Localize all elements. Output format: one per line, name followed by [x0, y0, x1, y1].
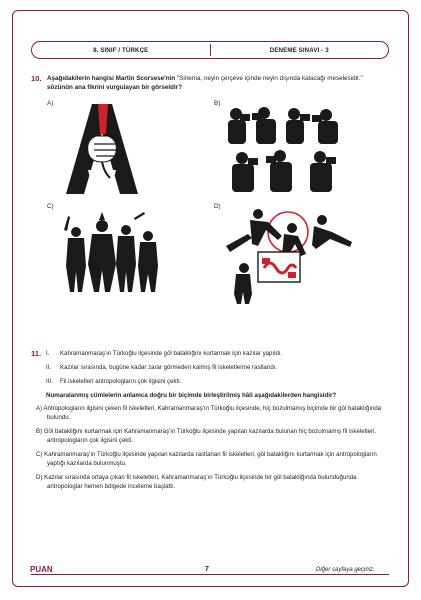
statement-2-numeral: II. [46, 364, 52, 371]
header-subject: 8. SINIF / TÜRKÇE [93, 46, 149, 54]
answer-c-text: Kahramanmaraş'ın Türkoğlu ilçesinde yapılan kazılarda rastlanan fil iskeletleri, göl batakliğını kurtarmak için antropologların yaptığı kazılarda bulunmuştu. [44, 451, 377, 468]
option-c-image [62, 210, 162, 295]
question-10-bold-1: Aşağıdakilerin hangisi Martin Scorsese'nin [47, 75, 176, 82]
question-10-option-a-label: A) [47, 100, 54, 107]
exam-header [31, 41, 389, 59]
option-b-image [222, 104, 352, 194]
answer-c[interactable] [36, 450, 388, 468]
score-label: PUAN [30, 565, 53, 574]
question-10-number: 10. [31, 74, 42, 83]
answer-a-text: Antropologların ilgisini çeken fil iskeletleri, Kahramanmaraş'ın Türkoğlu ilçesinde, hiç bozulmamış biçimde bir göl bataklığında bulundu. [43, 405, 382, 422]
header-exam-title: DENEME SINAVI - 3 [269, 46, 329, 54]
answer-b[interactable] [36, 427, 388, 445]
answer-b-label: B) [36, 428, 43, 435]
footer-divider [31, 574, 389, 575]
question-10-text [47, 74, 389, 93]
question-10-option-d-label: D) [214, 203, 221, 210]
statement-1-text: Kahramanmaraş'ın Türkoğlu ilçesinde göl bataklığını kurtarmak için kazılar yapıldı. [60, 350, 283, 357]
answer-a-label: A) [36, 405, 43, 412]
answer-b-text: Göl batakliğını kurtarmak için Kahramanmaraş'ın Türkoğlu ilçesinde yapılan kazılarda bulunan hiç bozulmamış fil iskeletleri, antropologların çok ilgisini çekti. [43, 428, 377, 445]
option-d-image [222, 206, 362, 306]
statement-2 [46, 364, 388, 373]
question-10-option-b-label: B) [214, 100, 221, 107]
statement-1 [46, 350, 388, 359]
question-10-quote: "Sinema, neyin çerçeve içinde neyin dışında kalacağı meselesidir." [175, 75, 363, 82]
option-a-image [66, 104, 138, 194]
answer-d-text: Kazılar sırasında ortaya çıkan fil iskeletleri, Kahramanmaraş'ın Türkoğlu ilçesinde bir göl batakliğında bulunduğunda antropologlar hemen bölgede inceleme başlattı. [44, 474, 357, 491]
answer-c-label: C) [36, 451, 43, 458]
statement-1-numeral: I. [46, 350, 50, 357]
question-11-number: 11. [31, 349, 42, 358]
answer-a[interactable] [36, 404, 388, 422]
statement-2-text: Kazılar sırasında, bugüne kadar zarar görmeden kalmış fil iskeletlerine rastlandı. [60, 364, 278, 371]
question-10-option-c-label: C) [47, 203, 54, 210]
question-11-prompt: Numaralanmış cümlelerin anlamca doğru bir biçimde birleştirilmiş hâli aşağıdakilerden hangisidir? [46, 392, 337, 399]
question-10-bold-2: sözünün ana fikrini vurgulayan bir görseldir? [47, 84, 183, 92]
answer-d-label: D) [36, 474, 43, 481]
next-page-note: Diğer sayfaya geçiniz. [316, 567, 375, 573]
statement-3-text: Fil iskeletleri antropologların çok ilgisini çekti. [60, 378, 182, 385]
statement-3 [46, 378, 388, 387]
page-number: 7 [205, 566, 209, 573]
answer-d[interactable] [36, 473, 388, 491]
statement-3-numeral: III. [46, 378, 53, 385]
